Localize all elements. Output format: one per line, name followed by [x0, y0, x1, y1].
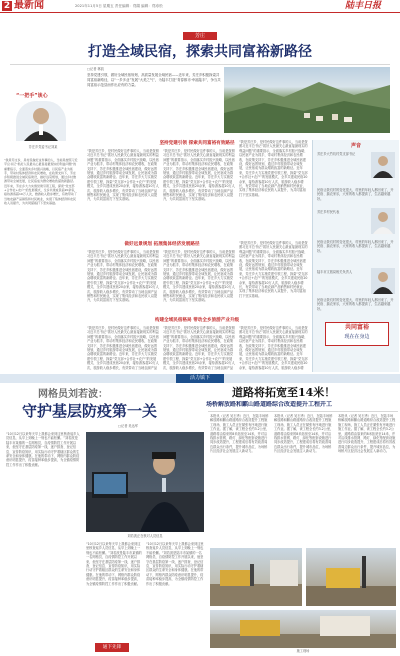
bottom-left-byline: □记者 吴达军 — [118, 424, 138, 428]
landscape-illustration — [224, 67, 390, 133]
body-col-4: “我是芳庄乡，是村民做好这件事的人，当前是按照习近平总书记“抓好人民最关心最直接最现实的利益问题”的重要指示，全面落实乡村振兴战略，以民宿产业为抓手，带动村集体经济和农民增收，在政策支持下，芳庄乡积极推进全域民宿建设，做好远景规划，通过乡村旅游带动全域发展，让民宿成为群众增收致富的新路径。近年来，芳庄乡大力实施党建引领工程，探索“党支部+合作社+农户”的发展模式，全乡共建成民宿20余家，接待游客超10万人次，旅游收入稳步增长，有效带动了当地农副产品销售和村民就业，实现了集体经济和农民收入双提升，为共同富裕打下坚实基础。 — [87, 250, 159, 303]
roadwork-illustration — [210, 610, 396, 648]
person-icon — [371, 152, 395, 178]
top-article-headline: 打造全域民宿，探索共同富裕新路径 — [88, 44, 312, 60]
top-article-byline: □记者 林凯 — [87, 67, 104, 71]
subhead-2: 做好远景规划 拓展集体经济发展路径 — [124, 242, 200, 247]
sidebar-text-1: 民宿让我们村的变化很大，村里的年轻人都回来了，开民宿、搞农家乐，大家的收入都提高了，生活越来越好。 — [317, 188, 394, 201]
sidebar-portrait-1 — [371, 152, 395, 178]
office-photo — [86, 432, 204, 532]
bottom-left-col-1: “10月12日以来每天早上我都会来到这里核查返乡人员信息，从早上到晚上一刻也不能松懈。”刘若波是陆丰市某镇的一名网格员，自疫情防控工作开展以来，他坚守在基层防疫第一线，逐户排查、登记信息、宣传防疫知识，用实际行动守护着辖区群众的生命安全和身体健康。在他的带动下，网格内群众防疫意识明显提升，疫苗接种率稳步提高，为全镇疫情防控工作作出了积极贡献。 — [6, 432, 80, 467]
sidebar-person-2: 芳庄乡村民代表 — [317, 210, 340, 214]
body-col-1: “我是芳庄乡，是村民做好这件事的人，当前是按照习近平总书记“抓好人民最关心最直接最现实的利益问题”的重要指示，全面落实乡村振兴战略，以民宿产业为抓手，带动村集体经济和农民增收，在政策支持下，芳庄乡积极推进全域民宿建设，做好远景规划，通过乡村旅游带动全域发展，让民宿成为群众增收致富的新路径。近年来，芳庄乡大力实施党建引领工程，探索“党支部+合作社+农户”的发展模式，全乡共建成民宿20余家，接待游客超10万人次，旅游收入稳步增长，有效带动了当地农副产品销售和村民就业，实现了集体经济和农民收入双提升，为共同富裕打下坚实基础。 — [87, 149, 159, 202]
page-number-badge: 2 — [3, 1, 11, 11]
bottom-left-kicker: 网格员刘若波： — [38, 389, 108, 400]
bottom-right-col-2: 本报讯（记者 吴石秀）近日，在陆丰场桥解放路和麒山路道路综合改造提升工程施工现场，施工人员正在紧张有序地进行施工作业。据了解，该工程全长约3.2公里，道路将由原来的8米拓宽至14米，并对沿线排水管网、路灯、绿化等配套设施进行同步改造提升，工程建成后将有效改善周边群众出行条件，提升城市品位，为场桥片区经济社会发展注入新动力。 — [274, 414, 334, 454]
body-col-8: “我是芳庄乡，是村民做好这件事的人，当前是按照习近平总书记“抓好人民最关心最直接最现实的利益问题”的重要指示，全面落实乡村振兴战略，以民宿产业为抓手，带动村集体经济和农民增收，在政策支持下，芳庄乡积极推进全域民宿建设，做好远景规划，通过乡村旅游带动全域发展，让民宿成为群众增收致富的新路径。近年来，芳庄乡大力实施党建引领工程，探索“党支部+合作社+农户”的发展模式，全乡共建成民宿20余家，接待游客超10万人次，旅游收入稳步增长，有效带动了当地农副产品 — [163, 326, 235, 370]
subhead-3: 构建全域民宿格局 带动全乡旅游产业升级 — [154, 318, 240, 323]
section-band — [0, 374, 400, 383]
roadwork-photo-2 — [306, 548, 396, 606]
commentary-portrait — [16, 101, 66, 141]
section-name: 最新闻 — [14, 0, 44, 11]
body-col-6: “我是芳庄乡，是村民做好这件事的人，当前是按照习近平总书记“抓好人民最关心最直接最现实的利益问题”的重要指示，全面落实乡村振兴战略，以民宿产业为抓手，带动村集体经济和农民增收，在政策支持下，芳庄乡积极推进全域民宿建设，做好远景规划，通过乡村旅游带动全域发展，让民宿成为群众增收致富的新路径。近年来，芳庄乡大力实施党建引领工程，探索“党支部+合作社+农户”的发展模式，全乡共建成民宿20余家，接待游客超10万人次，旅游收入稳步增长，有效带动了当地农副产品销售和村民就业，实现了集体经济和农民收入双提升，为共同富裕打下坚实基础。 — [239, 241, 308, 298]
paper-logo: 陆丰日报 — [345, 1, 382, 11]
divider — [208, 411, 398, 412]
sidebar-person-1: 芳庄乡大竹坑村党支部书记 — [317, 152, 356, 156]
section-band-label: 活力镇下 — [176, 374, 224, 383]
roadwork-photo-caption: 施工现场 — [296, 649, 310, 653]
top-article-lead: 坚持党建引领，做好全域民宿规划，高质量发展全域民宿——近年来，芳庄乡积极探索共同富裕新路径，以“一乡多业”发展“大美之气”，为陆丰打造“青春都市·幸福陆丰”，争当共同富裕示范县而作出应有的力量。 — [87, 73, 221, 88]
divider — [10, 64, 390, 65]
masthead — [0, 0, 400, 13]
bottom-left-col-2: “10月12日以来每天早上我都会来到这里核查返乡人员信息，从早上到晚上一刻也不能松懈。”刘若波是陆丰市某镇的一名网格员，自疫情防控工作开展以来，他坚守在基层防疫第一线，逐户排查、登记信息、宣传防疫知识，用实际行动守护着辖区群众的生命安全和身体健康。在他的带动下，网格内群众防疫意识明显提升，疫苗接种率稳步提高，为全镇疫情防控工作作出了积极贡献。 — [86, 542, 142, 586]
foot-label: 通下先锋 — [95, 643, 129, 652]
roadwork-photo-3 — [210, 610, 396, 648]
body-col-9: “我是芳庄乡，是村民做好这件事的人，当前是按照习近平总书记“抓好人民最关心最直接最现实的利益问题”的重要指示，全面落实乡村振兴战略，以民宿产业为抓手，带动村集体经济和农民增收，在政策支持下，芳庄乡积极推进全域民宿建设，做好远景规划，通过乡村旅游带动全域发展，让民宿成为群众增收致富的新路径。近年来，芳庄乡大力实施党建引领工程，探索“党支部+合作社+农户”的发展模式，全乡共建成民宿20余家，接待游客超10万人次，旅游收入稳步增 — [239, 326, 308, 370]
bottom-left-headline: 守护基层防疫第一关 — [22, 402, 158, 420]
officer-at-computer-illustration — [86, 432, 204, 532]
body-col-5: “我是芳庄乡，是村民做好这件事的人，当前是按照习近平总书记“抓好人民最关心最直接最现实的利益问题”的重要指示，全面落实乡村振兴战略，以民宿产业为抓手，带动村集体经济和农民增收，在政策支持下，芳庄乡积极推进全域民宿建设，做好远景规划，通过乡村旅游带动全域发展，让民宿成为群众增收致富的新路径。近年来，芳庄乡大力实施党建引领工程，探索“党支部+合作社+农户”的发展模式，全乡共建成民宿20余家，接待游客超10万人次，旅游收入稳步增长，有效带动了当地农副产品销售和村民就业，实现了集体经济和农民收入双提升，为共同富裕打下坚实基础。 — [163, 250, 235, 303]
bottom-right-col-1: 本报讯（记者 吴石秀）近日，在陆丰场桥解放路和麒山路道路综合改造提升工程施工现场，施工人员正在紧张有序地进行施工作业。据了解，该工程全长约3.2公里，道路将由原来的8米拓宽至14米，并对沿线排水管网、路灯、绿化等配套设施进行同步改造提升，工程建成后将有效改善周边群众出行条件，提升城市品位，为场桥片区经济社会发展注入新动力。 — [210, 414, 270, 454]
commentary-text: “我是芳庄乡，是村民做好这件事的人，当前是按照习近平总书记“抓好人民最关心最直接最现实的利益问题”的重要指示，全面落实乡村振兴战略，以民宿产业为抓手，带动村集体经济和农民增收，在政策支持下，芳庄乡积极推进全域民宿建设，做好远景规划，通过乡村旅游带动全域发展，让民宿成为群众增收致富的新路径。近年来，芳庄乡大力实施党建引领工程，探索“党支部+合作社+农户”的发展模式，全乡共建成民宿20余家，接待游客超10万人次，旅游收入稳步增长，有效带动了当地农副产品销售和村民就业，实现了集体经济和农民收入双提升，为共同富裕打下坚实基础。 — [4, 158, 78, 205]
sidebar-text-3: 民宿让我们村的变化很大，村里的年轻人都回来了，开民宿、搞农家乐，大家的收入都提高了，生活越来越好。 — [317, 298, 394, 311]
body-col-2: “我是芳庄乡，是村民做好这件事的人，当前是按照习近平总书记“抓好人民最关心最直接最现实的利益问题”的重要指示，全面落实乡村振兴战略，以民宿产业为抓手，带动村集体经济和农民增收，在政策支持下，芳庄乡积极推进全域民宿建设，做好远景规划，通过乡村旅游带动全域发展，让民宿成为群众增收致富的新路径。近年来，芳庄乡大力实施党建引领工程，探索“党支部+合作社+农户”的发展模式，全乡共建成民宿20余家，接待游客超10万人次，旅游收入稳步增长，有效带动了当地农副产品销售和村民就业，实现了集体经济和农民收入双提升，为共同富裕打下坚实基础。 — [163, 149, 235, 202]
bottom-right-col-3: 本报讯（记者 吴石秀）近日，在陆丰场桥解放路和麒山路道路综合改造提升工程施工现场，施工人员正在紧张有序地进行施工作业。据了解，该工程全长约3.2公里，道路将由原来的8米拓宽至14米，并对沿线排水管网、路灯、绿化等配套设施进行同步改造提升，工程建成后将有效改善周边群众出行条件，提升城市品位，为场桥片区经济社会发展注入新动力。 — [338, 414, 396, 454]
landscape-photo — [224, 67, 390, 133]
sidebar-portrait-3 — [371, 268, 395, 294]
roadwork-illustration — [306, 548, 396, 606]
body-col-3: “我是芳庄乡，是村民做好这件事的人，当前是按照习近平总书记“抓好人民最关心最直接最现实的利益问题”的重要指示，全面落实乡村振兴战略，以民宿产业为抓手，带动村集体经济和农民增收，在政策支持下，芳庄乡积极推进全域民宿建设，做好远景规划，通过乡村旅游带动全域发展，让民宿成为群众增收致富的新路径。近年来，芳庄乡大力实施党建引领工程，探索“党支部+合作社+农户”的发展模式，全乡共建成民宿20余家，接待游客超10万人次，旅游收入稳步增长，有效带动了当地农副产品销售和村民就业，实现了集体经济和农民收入双提升，为共同富裕打下坚实基础。 — [239, 140, 308, 197]
masthead-info: 2021年11月5日 星期五 责任编辑：郑娟 编辑：郑寿松 — [75, 4, 163, 8]
sidebar-title: 声音 — [350, 143, 361, 149]
roadwork-photo-1 — [210, 548, 302, 606]
sidebar-person-3: 陆丰市文旅局相关负责人 — [317, 270, 353, 274]
office-photo-caption: 刘若波正在核对人员信息 — [127, 534, 163, 538]
commentary-block — [2, 67, 82, 157]
sidebar-slogan-line1: 共同富裕 — [344, 324, 369, 331]
bottom-right-subheadline: 场桥解放路和麒山路道路综合改造提升工程开工 — [206, 401, 333, 408]
body-col-7: “我是芳庄乡，是村民做好这件事的人，当前是按照习近平总书记“抓好人民最关心最直接最现实的利益问题”的重要指示，全面落实乡村振兴战略，以民宿产业为抓手，带动村集体经济和农民增收，在政策支持下，芳庄乡积极推进全域民宿建设，做好远景规划，通过乡村旅游带动全域发展，让民宿成为群众增收致富的新路径。近年来，芳庄乡大力实施党建引领工程，探索“党支部+合作社+农户”的发展模式，全乡共建成民宿20余家，接待游客超10万人次，旅游收入稳步增长，有效带动了当地农副产品 — [87, 326, 159, 370]
roadwork-illustration — [210, 548, 302, 606]
bottom-left-col-3: “10月12日以来每天早上我都会来到这里核查返乡人员信息，从早上到晚上一刻也不能松懈。”刘若波是陆丰市某镇的一名网格员，自疫情防控工作开展以来，他坚守在基层防疫第一线，逐户排查、登记信息、宣传防疫知识，用实际行动守护着辖区群众的生命安全和身体健康。在他的带动下，网格内群众防疫意识明显提升，疫苗接种率稳步提高，为全镇疫情防控工作作出了积极贡献。 — [146, 542, 204, 586]
top-article-tag: 芳庄 — [183, 32, 217, 40]
person-icon — [16, 101, 66, 141]
bottom-right-headline: 道路将拓宽至14米！ — [232, 386, 336, 399]
person-icon — [371, 268, 395, 294]
sidebar-slogan-line2: 现在在身边 — [344, 334, 370, 340]
commentary-label: “一把手”谈心 — [16, 93, 48, 99]
person-icon — [371, 208, 395, 234]
commentary-person: 芳庄乡党委书记刘某 — [28, 145, 58, 149]
subhead-1: 坚持党建引领 探索共同富裕有效路径 — [159, 141, 235, 146]
sidebar — [312, 140, 399, 372]
sidebar-portrait-2 — [371, 208, 395, 234]
sidebar-text-2: 民宿让我们村的变化很大，村里的年轻人都回来了，开民宿、搞农家乐，大家的收入都提高了，生活越来越好。 — [317, 240, 394, 253]
sidebar-slogan — [325, 322, 389, 346]
